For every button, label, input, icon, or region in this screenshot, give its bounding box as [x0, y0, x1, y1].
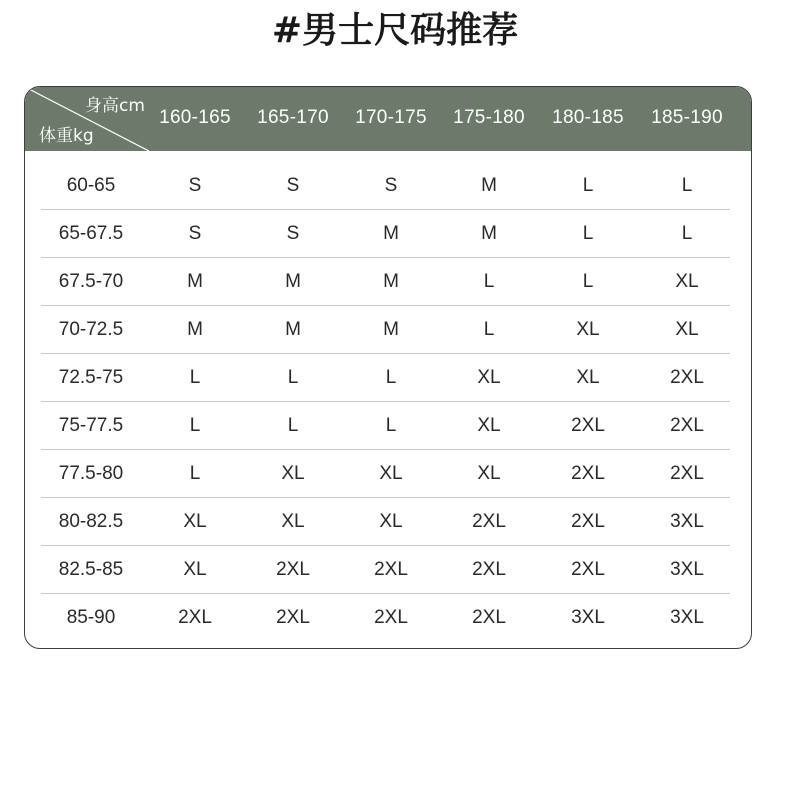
size-cell: M — [187, 271, 203, 292]
size-cell: XL — [576, 367, 600, 388]
table-row — [41, 498, 730, 546]
size-cell: L — [385, 367, 397, 388]
size-cell: L — [287, 367, 299, 388]
table-row — [41, 402, 730, 450]
size-cell: S — [188, 175, 202, 196]
size-cell: S — [188, 223, 202, 244]
size-cell: XL — [675, 271, 699, 292]
size-cell: L — [483, 271, 495, 292]
size-cell: 2XL — [670, 367, 704, 388]
size-cell: M — [481, 175, 497, 196]
size-cell: XL — [576, 319, 600, 340]
size-cell: 2XL — [276, 559, 310, 580]
size-cell: M — [285, 319, 301, 340]
table-row — [41, 258, 730, 306]
size-cell: S — [286, 175, 300, 196]
size-cell: L — [681, 175, 693, 196]
size-cell: S — [384, 175, 398, 196]
table-row — [41, 354, 730, 402]
size-cell: XL — [281, 511, 305, 532]
size-cell: M — [383, 319, 399, 340]
size-cell: L — [483, 319, 495, 340]
size-cell: 2XL — [670, 415, 704, 436]
size-cell: XL — [183, 511, 207, 532]
size-cell: M — [383, 223, 399, 244]
size-cell: L — [385, 415, 397, 436]
height-column-header: 180-185 — [552, 107, 624, 128]
size-cell: 2XL — [472, 559, 506, 580]
size-cell: 3XL — [670, 559, 704, 580]
size-cell: 2XL — [374, 559, 408, 580]
weight-axis-label: 体重kg — [39, 126, 94, 146]
size-cell: XL — [183, 559, 207, 580]
table-row — [41, 546, 730, 594]
size-cell: XL — [675, 319, 699, 340]
size-chart-table — [24, 86, 752, 649]
header-corner-cell — [25, 87, 149, 151]
height-column-header: 185-190 — [651, 107, 723, 128]
weight-cell: 82.5-85 — [58, 559, 124, 580]
size-cell: 2XL — [472, 607, 506, 628]
table-header — [25, 87, 751, 151]
size-cell: XL — [379, 463, 403, 484]
size-cell: 2XL — [670, 463, 704, 484]
table-row — [41, 162, 730, 210]
size-cell: XL — [477, 367, 501, 388]
size-cell: 2XL — [472, 511, 506, 532]
weight-cell: 70-72.5 — [58, 319, 124, 340]
table-row — [41, 450, 730, 498]
size-cell: M — [383, 271, 399, 292]
size-cell: 3XL — [670, 511, 704, 532]
height-column-header: 170-175 — [355, 107, 427, 128]
size-cell: 2XL — [571, 511, 605, 532]
weight-cell: 65-67.5 — [58, 223, 124, 244]
size-cell: 2XL — [571, 559, 605, 580]
size-cell: XL — [379, 511, 403, 532]
size-cell: L — [189, 463, 201, 484]
weight-cell: 75-77.5 — [58, 415, 124, 436]
size-cell: 2XL — [571, 415, 605, 436]
table-row — [41, 306, 730, 354]
size-cell: XL — [477, 415, 501, 436]
size-cell: M — [187, 319, 203, 340]
size-cell: L — [582, 271, 594, 292]
size-cell: L — [582, 175, 594, 196]
weight-cell: 72.5-75 — [58, 367, 124, 388]
weight-cell: 85-90 — [66, 607, 116, 628]
table-row — [41, 594, 730, 642]
weight-cell: 77.5-80 — [58, 463, 124, 484]
size-cell: M — [481, 223, 497, 244]
size-cell: M — [285, 271, 301, 292]
size-cell: 2XL — [571, 463, 605, 484]
size-cell: XL — [477, 463, 501, 484]
size-cell: L — [189, 367, 201, 388]
table-row — [41, 210, 730, 258]
page-title: #男士尺码推荐 — [271, 10, 519, 51]
weight-cell: 67.5-70 — [58, 271, 124, 292]
size-cell: 2XL — [178, 607, 212, 628]
size-cell: 3XL — [571, 607, 605, 628]
size-cell: L — [582, 223, 594, 244]
size-cell: S — [286, 223, 300, 244]
size-cell: L — [189, 415, 201, 436]
size-cell: L — [287, 415, 299, 436]
height-column-header: 160-165 — [159, 107, 231, 128]
size-cell: 2XL — [276, 607, 310, 628]
size-cell: 3XL — [670, 607, 704, 628]
height-column-header: 175-180 — [453, 107, 525, 128]
size-cell: L — [681, 223, 693, 244]
size-cell: 2XL — [374, 607, 408, 628]
weight-cell: 60-65 — [66, 175, 116, 196]
size-cell: XL — [281, 463, 305, 484]
weight-cell: 80-82.5 — [58, 511, 124, 532]
height-axis-label: 身高cm — [85, 96, 145, 116]
height-column-header: 165-170 — [257, 107, 329, 128]
